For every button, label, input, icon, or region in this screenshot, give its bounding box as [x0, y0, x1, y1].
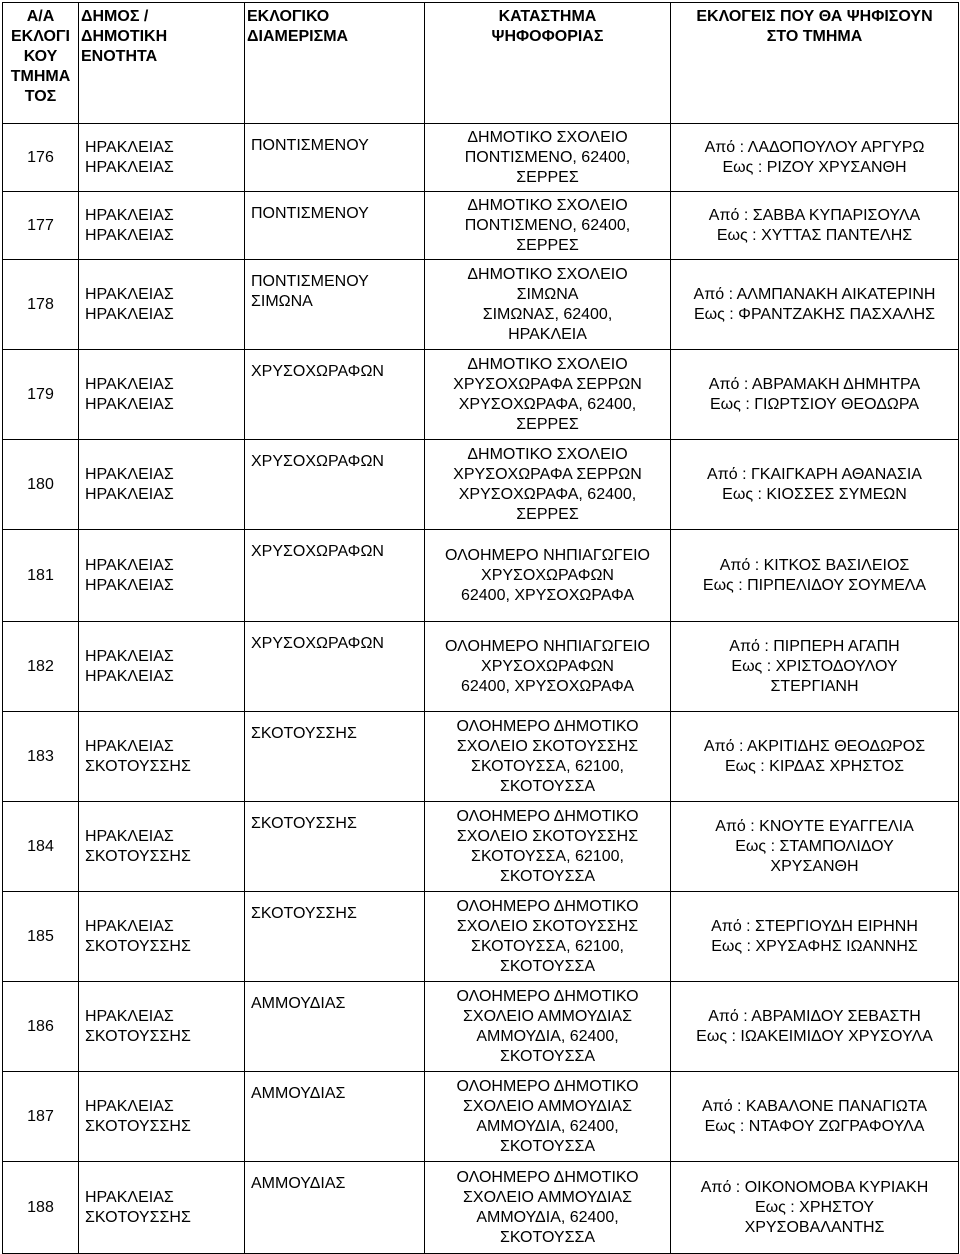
voters-range-cell-line: Από : ΟΙΚΟΝΟΜΟΒΑ ΚΥΡΙΑΚΗ [700, 1178, 929, 1196]
municipality-cell-line: ΗΡΑΚΛΕΙΑΣ [85, 556, 174, 574]
voters-range-cell-line: Εως : ΙΩΑΚΕΙΜΙΔΟΥ ΧΡΥΣΟΥΛΑ [696, 1027, 933, 1045]
polling-station-cell-line: ΣΚΟΤΟΥΣΣΑ [499, 777, 596, 795]
section-number: 188 [3, 1162, 79, 1254]
voters-range-cell [671, 350, 959, 440]
district-cell-line: ΑΜΜΟΥΔΙΑΣ [251, 1175, 346, 1192]
polling-station-cell-line: ΣΙΜΩΝΑΣ, 62400, [482, 305, 613, 323]
table-body [3, 124, 959, 1254]
voters-range-cell-line: Εως : ΧΡΙΣΤΟΔΟΥΛΟΥ [731, 657, 898, 675]
voters-range-cell [671, 124, 959, 192]
voters-range-cell-line: Εως : ΠΙΡΠΕΛΙΔΟΥ ΣΟΥΜΕΛΑ [702, 576, 927, 594]
voters-range-cell-line: Από : ΚΙΤΚΟΣ ΒΑΣΙΛΕΙΟΣ [719, 556, 910, 574]
voters-range-cell-line: Από : ΓΚΑΙΓΚΑΡΗ ΑΘΑΝΑΣΙΑ [707, 465, 922, 483]
voters-range-cell-line: ΧΡΥΣΟΒΑΛΑΝΤΗΣ [744, 1218, 885, 1236]
district-cell [245, 982, 425, 1072]
table-row [3, 124, 959, 192]
municipality-cell [79, 124, 245, 192]
voters-range-cell-line: Εως : ΧΡΗΣΤΟΥ [754, 1198, 875, 1216]
district-cell-line: ΧΡΥΣΟΧΩΡΑΦΩΝ [251, 363, 384, 380]
polling-station-cell-line: ΟΛΟΗΜΕΡΟ ΔΗΜΟΤΙΚΟ [456, 1077, 639, 1095]
voters-range-cell [671, 892, 959, 982]
polling-station-cell-line: ΣΧΟΛΕΙΟ ΣΚΟΤΟΥΣΣΗΣ [456, 737, 639, 755]
polling-station-cell-line: 62400, ΧΡΥΣΟΧΩΡΑΦΑ [460, 677, 635, 695]
polling-station-cell-line: ΣΚΟΤΟΥΣΣΑ [499, 867, 596, 885]
district-cell [245, 350, 425, 440]
voters-range-cell [671, 622, 959, 712]
polling-station-cell [425, 1072, 671, 1162]
municipality-cell-line: ΗΡΑΚΛΕΙΑΣ [85, 158, 174, 176]
section-number: 180 [3, 440, 79, 530]
section-number: 179 [3, 350, 79, 440]
polling-station-cell-line: ΣΧΟΛΕΙΟ ΣΚΟΤΟΥΣΣΗΣ [456, 827, 639, 845]
table-row [3, 1072, 959, 1162]
district-cell [245, 802, 425, 892]
district-cell-line: ΠΟΝΤΙΣΜΕΝΟΥ [251, 273, 369, 290]
voters-range-cell-line: Από : ΚΑΒΑΛΟΝΕ ΠΑΝΑΓΙΩΤΑ [701, 1097, 928, 1115]
municipality-cell-line: ΗΡΑΚΛΕΙΑΣ [85, 226, 174, 244]
voters-range-cell-line: Εως : ΡΙΖΟΥ ΧΡΥΣΑΝΘΗ [722, 158, 907, 176]
polling-station-cell [425, 530, 671, 622]
voters-range-cell-line: Από : ΚΝΟΥΤΕ ΕΥΑΓΓΕΛΙΑ [715, 817, 914, 835]
voters-range-cell-line: Από : ΑΒΡΑΜΙΔΟΥ ΣΕΒΑΣΤΗ [708, 1007, 921, 1025]
polling-station-cell [425, 192, 671, 260]
section-number: 181 [3, 530, 79, 622]
polling-station-cell-line: ΣΚΟΤΟΥΣΣΑ [499, 1137, 596, 1155]
district-cell [245, 192, 425, 260]
polling-station-cell-line: ΧΡΥΣΟΧΩΡΑΦΑ, 62400, [458, 485, 637, 503]
municipality-cell [79, 260, 245, 350]
polling-station-cell-line: ΔΗΜΟΤΙΚΟ ΣΧΟΛΕΙΟ [467, 355, 628, 373]
municipality-cell [79, 802, 245, 892]
polling-station-cell-line: ΣΕΡΡΕΣ [516, 236, 579, 254]
polling-station-cell-line: ΟΛΟΗΜΕΡΟ ΔΗΜΟΤΙΚΟ [456, 807, 639, 825]
municipality-cell [79, 982, 245, 1072]
polling-station-cell-line: ΧΡΥΣΟΧΩΡΑΦΑ, 62400, [458, 395, 637, 413]
voters-range-cell-line: Εως : ΚΙΡΔΑΣ ΧΡΗΣΤΟΣ [724, 757, 905, 775]
district-cell [245, 260, 425, 350]
header-polling-station: ΚΑΤΑΣΤΗΜΑ ΨΗΦΟΦΟΡΙΑΣ [425, 3, 671, 124]
polling-station-cell [425, 440, 671, 530]
header-municipality: ΔΗΜΟΣ / ΔΗΜΟΤΙΚΗ ΕΝΟΤΗΤΑ [79, 3, 245, 124]
district-cell [245, 124, 425, 192]
polling-station-cell [425, 982, 671, 1072]
voters-range-cell-line: Από : ΑΒΡΑΜΑΚΗ ΔΗΜΗΤΡΑ [708, 375, 921, 393]
table-row [3, 982, 959, 1072]
polling-station-cell-line: ΧΡΥΣΟΧΩΡΑΦΩΝ [481, 566, 614, 584]
table-header-row [3, 3, 959, 124]
district-cell-line: ΠΟΝΤΙΣΜΕΝΟΥ [251, 137, 369, 154]
polling-station-cell-line: ΟΛΟΗΜΕΡΟ ΔΗΜΟΤΙΚΟ [456, 1168, 639, 1186]
polling-station-cell-line: ΠΟΝΤΙΣΜΕΝΟ, 62400, [464, 216, 631, 234]
municipality-cell [79, 1162, 245, 1254]
polling-station-cell-line: ΣΕΡΡΕΣ [516, 168, 579, 186]
section-number: 186 [3, 982, 79, 1072]
district-cell-line: ΣΚΟΤΟΥΣΣΗΣ [251, 905, 357, 922]
municipality-cell-line: ΣΚΟΤΟΥΣΣΗΣ [85, 757, 191, 775]
polling-station-cell-line: ΣΧΟΛΕΙΟ ΑΜΜΟΥΔΙΑΣ [463, 1007, 632, 1025]
section-number: 177 [3, 192, 79, 260]
municipality-cell [79, 350, 245, 440]
polling-station-cell-line: ΟΛΟΗΜΕΡΟ ΝΗΠΙΑΓΩΓΕΙΟ [445, 637, 650, 655]
table-row [3, 530, 959, 622]
header-section-number: Α/Α ΕΚΛΟΓΙ ΚΟΥ ΤΜΗΜΑ ΤΟΣ [3, 3, 79, 124]
district-cell-line: ΣΚΟΤΟΥΣΣΗΣ [251, 725, 357, 742]
polling-station-cell [425, 124, 671, 192]
polling-station-cell-line: 62400, ΧΡΥΣΟΧΩΡΑΦΑ [460, 586, 635, 604]
polling-station-cell-line: ΣΚΟΤΟΥΣΣΑ, 62100, [471, 757, 624, 775]
table-row [3, 892, 959, 982]
polling-station-cell-line: ΔΗΜΟΤΙΚΟ ΣΧΟΛΕΙΟ [467, 196, 628, 214]
polling-station-cell-line: ΣΚΟΤΟΥΣΣΑ [499, 1047, 596, 1065]
voters-range-cell [671, 192, 959, 260]
polling-station-cell-line: ΣΚΟΤΟΥΣΣΑ, 62100, [471, 937, 624, 955]
municipality-cell-line: ΗΡΑΚΛΕΙΑΣ [85, 1188, 174, 1206]
section-number: 178 [3, 260, 79, 350]
polling-station-cell-line: ΧΡΥΣΟΧΩΡΑΦΩΝ [481, 657, 614, 675]
municipality-cell [79, 530, 245, 622]
municipality-cell-line: ΗΡΑΚΛΕΙΑΣ [85, 285, 174, 303]
polling-station-cell-line: ΑΜΜΟΥΔΙΑ, 62400, [476, 1208, 619, 1226]
polling-station-cell-line: ΣΧΟΛΕΙΟ ΣΚΟΤΟΥΣΣΗΣ [456, 917, 639, 935]
voters-range-cell-line: Εως : ΧΡΥΣΑΦΗΣ ΙΩΑΝΝΗΣ [711, 937, 918, 955]
voters-range-cell [671, 1162, 959, 1254]
polling-station-cell-line: ΔΗΜΟΤΙΚΟ ΣΧΟΛΕΙΟ [467, 128, 628, 146]
municipality-cell-line: ΗΡΑΚΛΕΙΑΣ [85, 827, 174, 845]
polling-station-cell-line: ΣΕΡΡΕΣ [516, 505, 579, 523]
municipality-cell [79, 712, 245, 802]
district-cell-line: ΑΜΜΟΥΔΙΑΣ [251, 995, 346, 1012]
polling-station-cell-line: ΧΡΥΣΟΧΩΡΑΦΑ ΣΕΡΡΩΝ [453, 465, 642, 483]
district-cell [245, 1072, 425, 1162]
municipality-cell [79, 622, 245, 712]
polling-station-cell-line: ΣΕΡΡΕΣ [516, 415, 579, 433]
district-cell [245, 892, 425, 982]
voters-range-cell-line: Από : ΑΛΜΠΑΝΑΚΗ ΑΙΚΑΤΕΡΙΝΗ [693, 285, 936, 303]
table-row [3, 622, 959, 712]
voters-range-cell-line: Από : ΣΑΒΒΑ ΚΥΠΑΡΙΣΟΥΛΑ [708, 206, 921, 224]
voters-range-cell-line: Από : ΑΚΡΙΤΙΔΗΣ ΘΕΟΔΩΡΟΣ [703, 737, 926, 755]
polling-station-cell-line: ΣΧΟΛΕΙΟ ΑΜΜΟΥΔΙΑΣ [463, 1097, 632, 1115]
header-voters-range: ΕΚΛΟΓΕΙΣ ΠΟΥ ΘΑ ΨΗΦΙΣΟΥΝ ΣΤΟ ΤΜΗΜΑ [671, 3, 959, 124]
table-row [3, 440, 959, 530]
municipality-cell [79, 440, 245, 530]
voters-range-cell-line: Από : ΣΤΕΡΓΙΟΥΔΗ ΕΙΡΗΝΗ [711, 917, 918, 935]
municipality-cell-line: ΗΡΑΚΛΕΙΑΣ [85, 305, 174, 323]
polling-station-cell-line: ΣΙΜΩΝΑ [516, 285, 579, 303]
voters-range-cell-line: ΧΡΥΣΑΝΘΗ [770, 857, 859, 875]
district-cell-line: ΣΙΜΩΝΑ [251, 293, 313, 310]
municipality-cell-line: ΗΡΑΚΛΕΙΑΣ [85, 647, 174, 665]
voters-range-cell-line: Εως : ΝΤΑΦΟΥ ΖΩΓΡΑΦΟΥΛΑ [704, 1117, 925, 1135]
municipality-cell-line: ΗΡΑΚΛΕΙΑΣ [85, 1097, 174, 1115]
municipality-cell [79, 192, 245, 260]
voters-range-cell-line: Εως : ΦΡΑΝΤΖΑΚΗΣ ΠΑΣΧΑΛΗΣ [693, 305, 936, 323]
polling-station-cell-line: ΠΟΝΤΙΣΜΕΝΟ, 62400, [464, 148, 631, 166]
voters-range-cell [671, 440, 959, 530]
section-number: 185 [3, 892, 79, 982]
polling-station-cell-line: ΑΜΜΟΥΔΙΑ, 62400, [476, 1117, 619, 1135]
district-cell-line: ΠΟΝΤΙΣΜΕΝΟΥ [251, 205, 369, 222]
voters-range-cell [671, 530, 959, 622]
voters-range-cell [671, 712, 959, 802]
municipality-cell-line: ΣΚΟΤΟΥΣΣΗΣ [85, 1117, 191, 1135]
polling-station-cell-line: ΔΗΜΟΤΙΚΟ ΣΧΟΛΕΙΟ [467, 445, 628, 463]
municipality-cell-line: ΗΡΑΚΛΕΙΑΣ [85, 206, 174, 224]
voters-range-cell [671, 802, 959, 892]
district-cell-line: ΧΡΥΣΟΧΩΡΑΦΩΝ [251, 543, 384, 560]
polling-station-cell-line: ΔΗΜΟΤΙΚΟ ΣΧΟΛΕΙΟ [467, 265, 628, 283]
municipality-cell [79, 892, 245, 982]
municipality-cell-line: ΗΡΑΚΛΕΙΑΣ [85, 485, 174, 503]
district-cell [245, 440, 425, 530]
municipality-cell-line: ΣΚΟΤΟΥΣΣΗΣ [85, 847, 191, 865]
polling-sections-table [2, 2, 959, 1254]
polling-station-cell-line: ΗΡΑΚΛΕΙΑ [508, 325, 587, 343]
header-electoral-district: ΕΚΛΟΓΙΚΟ ΔΙΑΜΕΡΙΣΜΑ [245, 3, 425, 124]
section-number: 187 [3, 1072, 79, 1162]
voters-range-cell-line: ΣΤΕΡΓΙΑΝΗ [770, 677, 859, 695]
polling-station-cell [425, 892, 671, 982]
section-number: 184 [3, 802, 79, 892]
polling-station-cell-line: ΟΛΟΗΜΕΡΟ ΔΗΜΟΤΙΚΟ [456, 897, 639, 915]
district-cell-line: ΧΡΥΣΟΧΩΡΑΦΩΝ [251, 635, 384, 652]
municipality-cell-line: ΗΡΑΚΛΕΙΑΣ [85, 395, 174, 413]
district-cell [245, 622, 425, 712]
voters-range-cell [671, 982, 959, 1072]
municipality-cell-line: ΗΡΑΚΛΕΙΑΣ [85, 917, 174, 935]
voters-range-cell-line: Εως : ΚΙΟΣΣΕΣ ΣΥΜΕΩΝ [722, 485, 907, 503]
polling-station-cell-line: ΧΡΥΣΟΧΩΡΑΦΑ ΣΕΡΡΩΝ [453, 375, 642, 393]
district-cell-line: ΧΡΥΣΟΧΩΡΑΦΩΝ [251, 453, 384, 470]
polling-station-cell [425, 260, 671, 350]
municipality-cell [79, 1072, 245, 1162]
section-number: 183 [3, 712, 79, 802]
polling-station-cell-line: ΣΚΟΤΟΥΣΣΑ, 62100, [471, 847, 624, 865]
polling-station-cell-line: ΟΛΟΗΜΕΡΟ ΝΗΠΙΑΓΩΓΕΙΟ [445, 546, 650, 564]
polling-station-cell [425, 350, 671, 440]
voters-range-cell-line: Από : ΛΑΔΟΠΟΥΛΟΥ ΑΡΓΥΡΩ [704, 138, 925, 156]
municipality-cell-line: ΗΡΑΚΛΕΙΑΣ [85, 375, 174, 393]
district-cell-line: ΑΜΜΟΥΔΙΑΣ [251, 1085, 346, 1102]
voters-range-cell-line: Εως : ΣΤΑΜΠΟΛΙΔΟΥ [735, 837, 894, 855]
district-cell [245, 712, 425, 802]
voters-range-cell [671, 260, 959, 350]
voters-range-cell [671, 1072, 959, 1162]
municipality-cell-line: ΣΚΟΤΟΥΣΣΗΣ [85, 1027, 191, 1045]
municipality-cell-line: ΣΚΟΤΟΥΣΣΗΣ [85, 1208, 191, 1226]
municipality-cell-line: ΣΚΟΤΟΥΣΣΗΣ [85, 937, 191, 955]
polling-station-cell [425, 622, 671, 712]
table-row [3, 350, 959, 440]
voters-range-cell-line: Από : ΠΙΡΠΕΡΗ ΑΓΑΠΗ [729, 637, 900, 655]
polling-station-cell-line: ΟΛΟΗΜΕΡΟ ΔΗΜΟΤΙΚΟ [456, 717, 639, 735]
section-number: 182 [3, 622, 79, 712]
polling-station-cell-line: ΣΧΟΛΕΙΟ ΑΜΜΟΥΔΙΑΣ [463, 1188, 632, 1206]
municipality-cell-line: ΗΡΑΚΛΕΙΑΣ [85, 667, 174, 685]
municipality-cell-line: ΗΡΑΚΛΕΙΑΣ [85, 1007, 174, 1025]
table-row [3, 802, 959, 892]
table-row [3, 712, 959, 802]
district-cell-line: ΣΚΟΤΟΥΣΣΗΣ [251, 815, 357, 832]
municipality-cell-line: ΗΡΑΚΛΕΙΑΣ [85, 465, 174, 483]
section-number: 176 [3, 124, 79, 192]
voters-range-cell-line: Εως : ΓΙΩΡΤΣΙΟΥ ΘΕΟΔΩΡΑ [710, 395, 919, 413]
polling-station-cell [425, 712, 671, 802]
table-row [3, 192, 959, 260]
polling-station-cell-line: ΑΜΜΟΥΔΙΑ, 62400, [476, 1027, 619, 1045]
municipality-cell-line: ΗΡΑΚΛΕΙΑΣ [85, 576, 174, 594]
table-row [3, 1162, 959, 1254]
district-cell [245, 1162, 425, 1254]
municipality-cell-line: ΗΡΑΚΛΕΙΑΣ [85, 138, 174, 156]
municipality-cell-line: ΗΡΑΚΛΕΙΑΣ [85, 737, 174, 755]
polling-station-cell-line: ΣΚΟΤΟΥΣΣΑ [499, 1228, 596, 1246]
polling-station-cell [425, 1162, 671, 1254]
polling-station-cell [425, 802, 671, 892]
district-cell [245, 530, 425, 622]
table-row [3, 260, 959, 350]
polling-station-cell-line: ΟΛΟΗΜΕΡΟ ΔΗΜΟΤΙΚΟ [456, 987, 639, 1005]
voters-range-cell-line: Εως : ΧΥΤΤΑΣ ΠΑΝΤΕΛΗΣ [716, 226, 913, 244]
polling-station-cell-line: ΣΚΟΤΟΥΣΣΑ [499, 957, 596, 975]
